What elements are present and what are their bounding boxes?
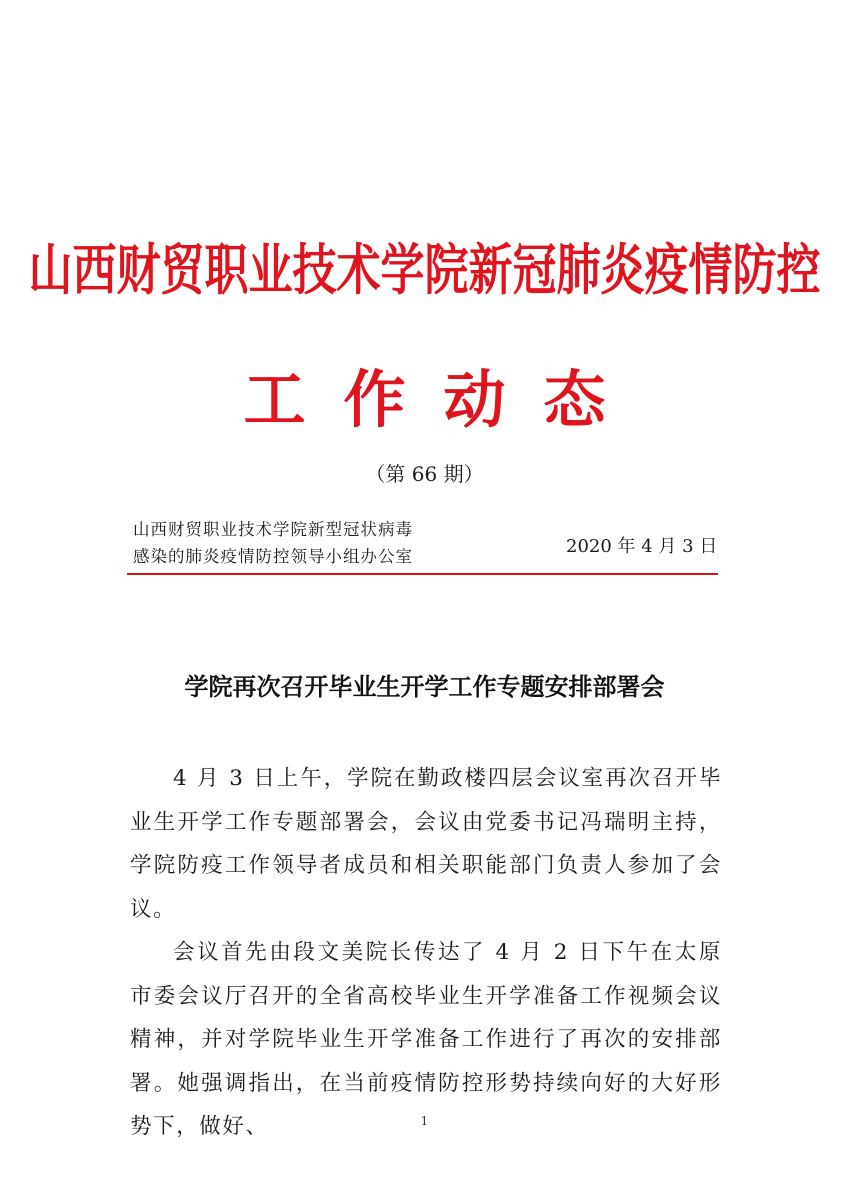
page-number: 1 bbox=[420, 1114, 429, 1128]
issuer-block bbox=[133, 516, 413, 570]
masthead-title: 山西财贸职业技术学院新冠肺炎疫情防控 bbox=[28, 238, 821, 303]
article-title: 学院再次召开毕业生开学工作专题安排部署会 bbox=[184, 672, 665, 701]
masthead-subtitle: 工作动态 bbox=[243, 363, 644, 436]
red-divider-rule bbox=[127, 573, 718, 575]
issuer-line-1: 山西财贸职业技术学院新型冠状病毒 bbox=[133, 520, 413, 539]
issue-number: （第 66 期） bbox=[365, 462, 484, 486]
article-paragraph: 会议首先由段文美院长传达了 4 月 2 日下午在太原市委会议厅召开的全省高校毕业生开学准备工作视频会议精神，并对学院毕业生开学准备工作进行了再次的安排部署。她强调指出，在当前疫情防控形势持续向好的大好形势下，做好、 bbox=[130, 940, 722, 1139]
article-paragraph: 4 月 3 日上午，学院在勤政楼四层会议室再次召开毕业生开学工作专题部署会，会议由党委书记冯瑞明主持，学院防疫工作领导者成员和相关职能部门负责人参加了会议。 bbox=[130, 766, 722, 922]
article-body bbox=[130, 757, 722, 1149]
issue-date: 2020 年 4 月 3 日 bbox=[566, 536, 718, 557]
issuer-line-2: 感染的肺炎疫情防控领导小组办公室 bbox=[133, 547, 413, 566]
